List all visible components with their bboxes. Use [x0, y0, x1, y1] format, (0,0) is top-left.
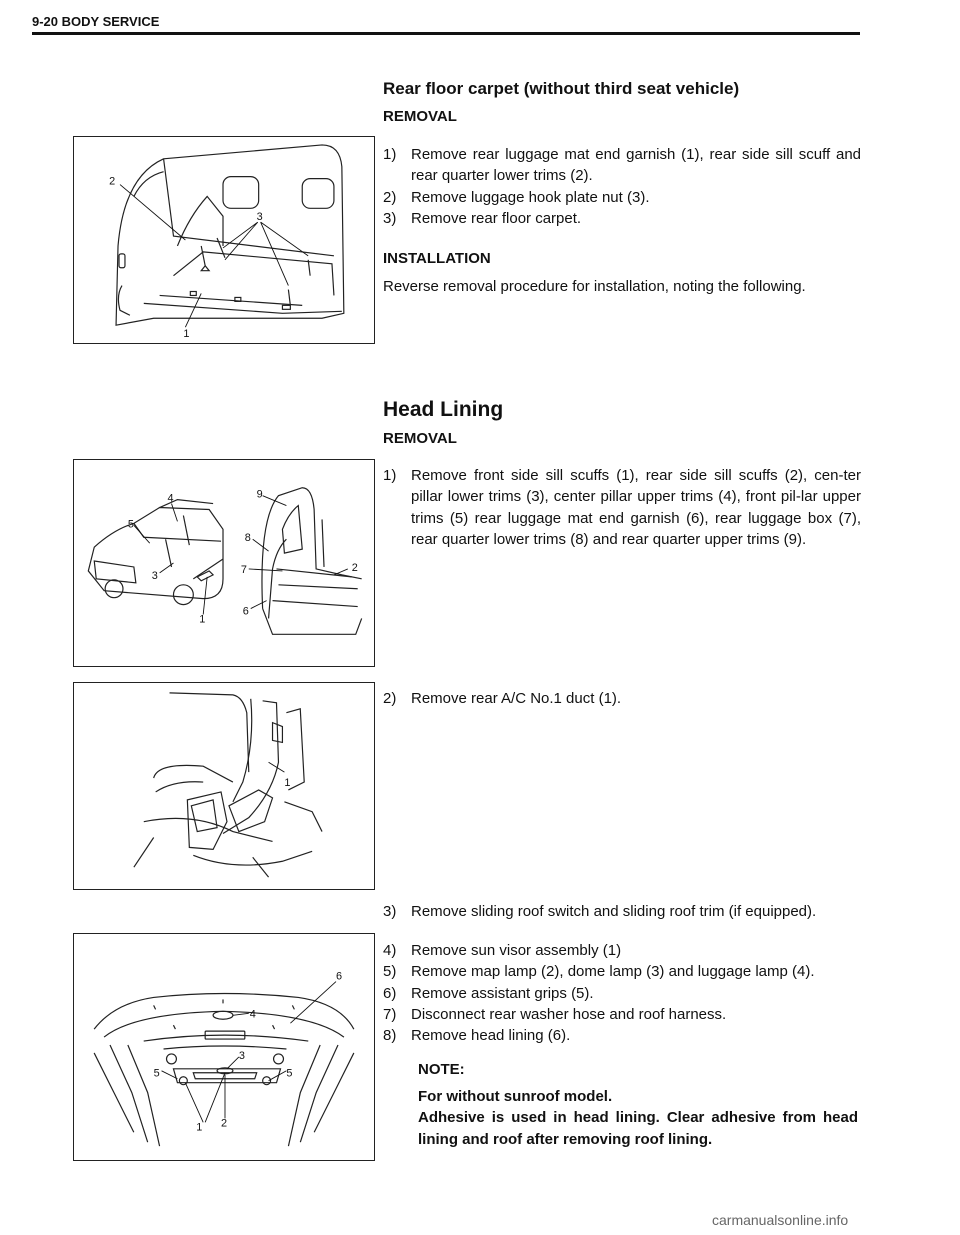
step-item: 8) Remove head lining (6).: [383, 1027, 571, 1045]
rear-floor-carpet-illustration: [74, 137, 374, 343]
step-item: 2) Remove luggage hook plate nut (3).: [383, 188, 650, 206]
figure-label-8: 8: [244, 532, 251, 545]
step-item: 2) Remove rear A/C No.1 duct (1).: [383, 690, 622, 707]
step-item: 3) Remove sliding roof switch and sliding roof trim (if equipped).: [383, 903, 817, 920]
figure-label-4: 4: [167, 492, 174, 505]
section-title-rear-floor-carpet: Rear floor carpet (without third seat vehicle): [383, 79, 740, 98]
figure-label-7: 7: [240, 563, 247, 576]
figure-head-lining-removal: [73, 933, 375, 1161]
rear-ac-duct-illustration: [74, 683, 374, 889]
step-item: 1) Remove front side sill scuffs (1), rear side sill scuffs (2), cen-ter pillar lower trims (3), center pillar upper trims (4), front pil-lar upper trims (5) rear luggage mat end garnish (6), rear luggage box (7), rear quarter lower trims (8) and rear quarter upper trims (9).: [383, 467, 861, 548]
step-item: 6) Remove assistant grips (5).: [383, 984, 594, 1002]
note-box: [418, 1059, 858, 1150]
figure-label-1: 1: [284, 777, 291, 789]
figure-label-1: 1: [196, 1121, 203, 1134]
figure-label-2: 2: [351, 561, 358, 574]
figure-label-3: 3: [151, 569, 158, 582]
figure-label-5-left: 5: [153, 1067, 160, 1080]
section-title-head-lining: Head Lining: [383, 398, 504, 421]
installation-text: Reverse removal procedure for installation, noting the following.: [383, 278, 806, 295]
head-lining-steps-4-8: [383, 940, 861, 1046]
figure-label-5: 5: [127, 518, 134, 531]
figure-label-1: 1: [199, 613, 206, 626]
removal-heading: REMOVAL: [383, 430, 457, 447]
note-line: For without sunroof model.: [418, 1087, 613, 1105]
figure-rear-ac-duct: [73, 682, 375, 890]
figure-label-3: 3: [256, 211, 263, 224]
step-item: 4) Remove sun visor assembly (1): [383, 942, 622, 959]
figure-label-2: 2: [109, 175, 116, 188]
figure-label-4: 4: [249, 1008, 256, 1021]
figure-label-2: 2: [221, 1117, 228, 1130]
head-lining-removal-illustration: [74, 934, 374, 1160]
figure-rear-floor-carpet: [73, 136, 375, 344]
step-item: 1) Remove rear luggage mat end garnish (1), rear side sill scuff and rear quarter lower trims (2).: [383, 146, 861, 185]
figure-label-9: 9: [256, 488, 263, 501]
page-header: 9-20 BODY SERVICE: [32, 14, 160, 29]
figure-label-5-right: 5: [286, 1067, 293, 1080]
head-lining-step-3: [383, 901, 861, 922]
step-item: 3) Remove rear floor carpet.: [383, 209, 582, 227]
removal-heading: REMOVAL: [383, 108, 457, 125]
installation-heading: INSTALLATION: [383, 250, 491, 267]
head-lining-step-1: [383, 465, 861, 550]
step-item: 7) Disconnect rear washer hose and roof harness.: [383, 1005, 727, 1023]
rear-floor-removal-steps: [383, 144, 861, 229]
figure-label-3: 3: [238, 1049, 245, 1062]
note-line: Adhesive is used in head lining. Clear adhesive from head lining and roof after removing roof lining.: [418, 1109, 858, 1148]
note-title: NOTE:: [418, 1061, 465, 1078]
head-lining-step-2: [383, 688, 861, 709]
header-rule: [32, 32, 860, 35]
figure-label-6: 6: [242, 605, 249, 618]
figure-label-6: 6: [336, 970, 343, 983]
figure-label-1: 1: [183, 328, 190, 341]
head-lining-trims-illustration: [74, 460, 374, 666]
figure-head-lining-trims: [73, 459, 375, 667]
step-item: 5) Remove map lamp (2), dome lamp (3) and luggage lamp (4).: [383, 963, 815, 981]
watermark: carmanualsonline.info: [712, 1212, 849, 1228]
